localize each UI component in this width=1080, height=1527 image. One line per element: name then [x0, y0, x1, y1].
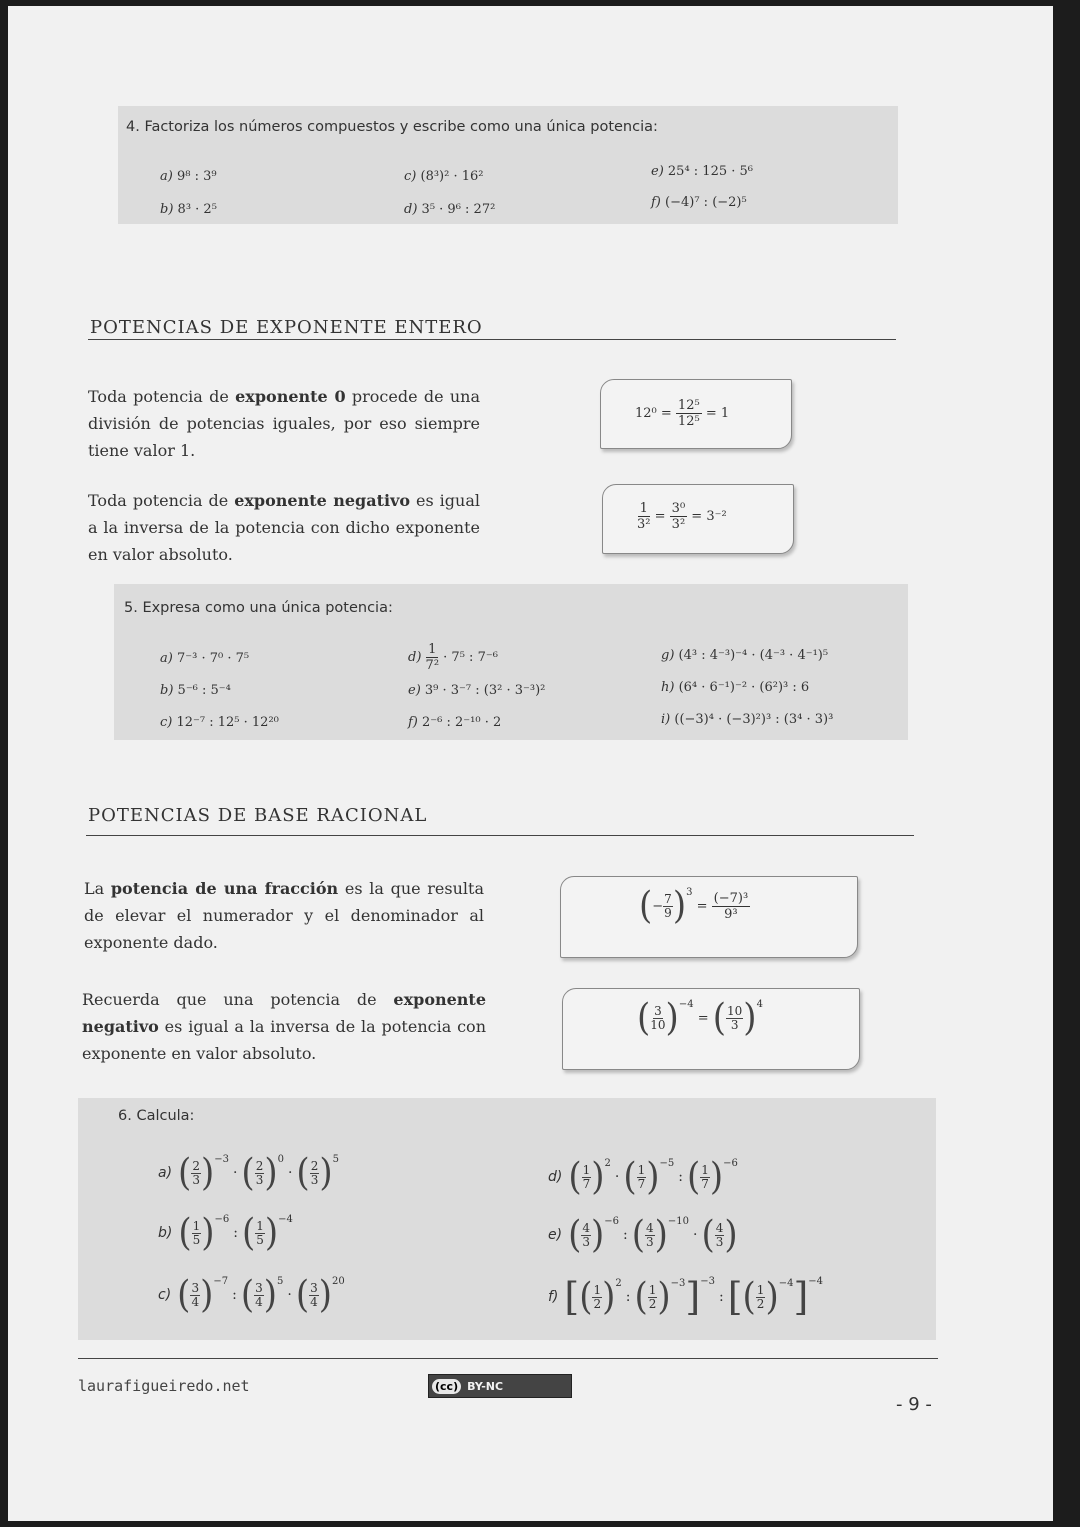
formula-denominator: 3 [730, 1017, 739, 1032]
formula-denominator: 3² [637, 517, 651, 532]
exercise-5-b: b) 5⁻⁶ : 5⁻⁴ [160, 683, 231, 698]
formula-denominator: 9³ [724, 906, 738, 922]
formula-denominator: 10 [650, 1017, 666, 1032]
exercise-5-d: d) $\frac{1}{\text{7²}}$ · 7⁵ : 7⁻⁶ [408, 642, 498, 673]
exercise-5-title: 5. Expresa como una única potencia: [124, 600, 393, 616]
document-page [8, 6, 1053, 1521]
exercise-5-e: e) 3⁹ · 3⁻⁷ : (3² · 3⁻³)² [408, 683, 546, 698]
exercise-4-e: e) 25⁴ : 125 · 5⁶ [651, 164, 753, 179]
license-badge [428, 1374, 572, 1398]
section-title-base-racional: POTENCIAS DE BASE RACIONAL [88, 805, 428, 826]
formula-numerator: 10 [727, 1003, 743, 1018]
formula-exponent: 3 [686, 887, 693, 898]
exercise-4-c: c) (8³)² · 16² [404, 169, 484, 184]
formula-exponent: 4 [756, 999, 763, 1010]
formula-denominator: 12⁵ [677, 414, 700, 429]
paragraph-recuerda: Recuerda que una potencia de exponente negativo es igual a la inversa de la potencia con exponente en valor absoluto. [82, 990, 486, 1063]
paragraph-potencia-fraccion: La potencia de una fracción es la que resulta de elevar el numerador y el denominador al exponente dado. [84, 879, 484, 952]
exercise-4-b: b) 8³ · 2⁵ [160, 202, 217, 217]
formula-equals: = [696, 898, 708, 914]
exercise-5-c: c) 12⁻⁷ : 12⁵ · 12²⁰ [160, 715, 279, 730]
exercise-6-d: d) ( 1 7 ) 2 · ( 1 7 ) −5 : ( 1 7 ) −6 [548, 1155, 738, 1199]
formula-equals: = [697, 1010, 709, 1026]
formula-lhs: 12⁰ = [635, 406, 672, 421]
footer-divider [78, 1358, 938, 1359]
exercise-4-d: d) 3⁵ · 9⁶ : 27² [404, 202, 496, 217]
footer-site: laurafigueiredo.net [78, 1377, 250, 1395]
formula-numerator: 3 [654, 1003, 662, 1018]
formula-numerator: 12⁵ [677, 398, 700, 413]
exercise-5-g: g) (4³ : 4⁻³)⁻⁴ · (4⁻³ · 4⁻¹)⁵ [661, 648, 829, 663]
exercise-5-f: f) 2⁻⁶ : 2⁻¹⁰ · 2 [408, 715, 502, 730]
formula-numerator: 7 [664, 891, 672, 906]
formula-box-negative-exponent [602, 484, 794, 554]
exercise-6-b: b) ( 1 5 ) −6 : ( 1 5 ) −4 [158, 1211, 293, 1255]
formula-numerator: (−7)³ [713, 890, 749, 906]
formula-sign: − [652, 898, 664, 914]
exercise-6-e: e) ( 4 3 ) −6 : ( 4 3 ) −10 · ( 4 3 ) [548, 1213, 738, 1257]
license-text: BY-NC [467, 1379, 504, 1393]
formula-numerator: 1 [639, 501, 648, 516]
exercise-6-a: a) ( 2 3 ) −3 · ( 2 3 ) 0 · ( 2 3 ) 5 [158, 1151, 339, 1195]
exercise-4-a: a) 9⁸ : 3⁹ [160, 169, 217, 184]
formula-numerator: 3⁰ [671, 501, 686, 516]
formula-exponent: −4 [678, 999, 694, 1010]
section-divider [86, 835, 914, 836]
formula-equals: = [654, 509, 666, 524]
paragraph-exponente-negativo: Toda potencia de exponente negativo es igual a la inversa de la potencia con dicho exponente en valor absoluto. [88, 491, 480, 564]
cc-logo: (cc) [432, 1379, 461, 1394]
formula-box-fraction-power: ( − $\frac{7}{9}$ ) 3 = $\frac{\text{(−7)³}}{\text{9³}}$ [560, 876, 858, 958]
formula-denominator: 3² [671, 517, 686, 532]
formula-denominator: 9 [664, 905, 672, 920]
page-number: - 9 - [896, 1394, 932, 1415]
formula-box-negative-fraction: ( $\frac{3}{10}$ ) −4 = ( $\frac{10}{3}$ ) 4 [562, 988, 860, 1070]
section-divider [88, 339, 896, 340]
exercise-6-c: c) ( 3 4 ) −7 : ( 3 4 ) 5 · ( 3 4 ) 20 [158, 1273, 345, 1317]
paragraph-exponente-cero: Toda potencia de exponente 0 procede de una división de potencias iguales, por eso siempre tiene valor 1. [88, 387, 481, 460]
formula-rhs: = 3⁻² [691, 509, 727, 524]
formula-rhs: = 1 [705, 406, 730, 421]
exercise-4-f: f) (−4)⁷ : (−2)⁵ [651, 195, 747, 210]
formula-box-zero-exponent [600, 379, 792, 449]
exercise-6-title: 6. Calcula: [118, 1108, 195, 1124]
section-title-exponente-entero: POTENCIAS DE EXPONENTE ENTERO [90, 317, 483, 338]
exercise-5-i: i) ((−3)⁴ · (−3)²)³ : (3⁴ · 3)³ [661, 712, 834, 727]
exercise-5-a: a) 7⁻³ · 7⁰ · 7⁵ [160, 651, 250, 666]
exercise-5-h: h) (6⁴ · 6⁻¹)⁻² · (6²)³ : 6 [661, 680, 810, 695]
exercise-6-f: f) [ ( 1 2 ) 2 : ( 1 2 ) −3 ] −3 : [ ( 1 2 ) −4 ] −4 [548, 1275, 824, 1319]
exercise-4-title: 4. Factoriza los números compuestos y escribe como una única potencia: [126, 119, 658, 135]
